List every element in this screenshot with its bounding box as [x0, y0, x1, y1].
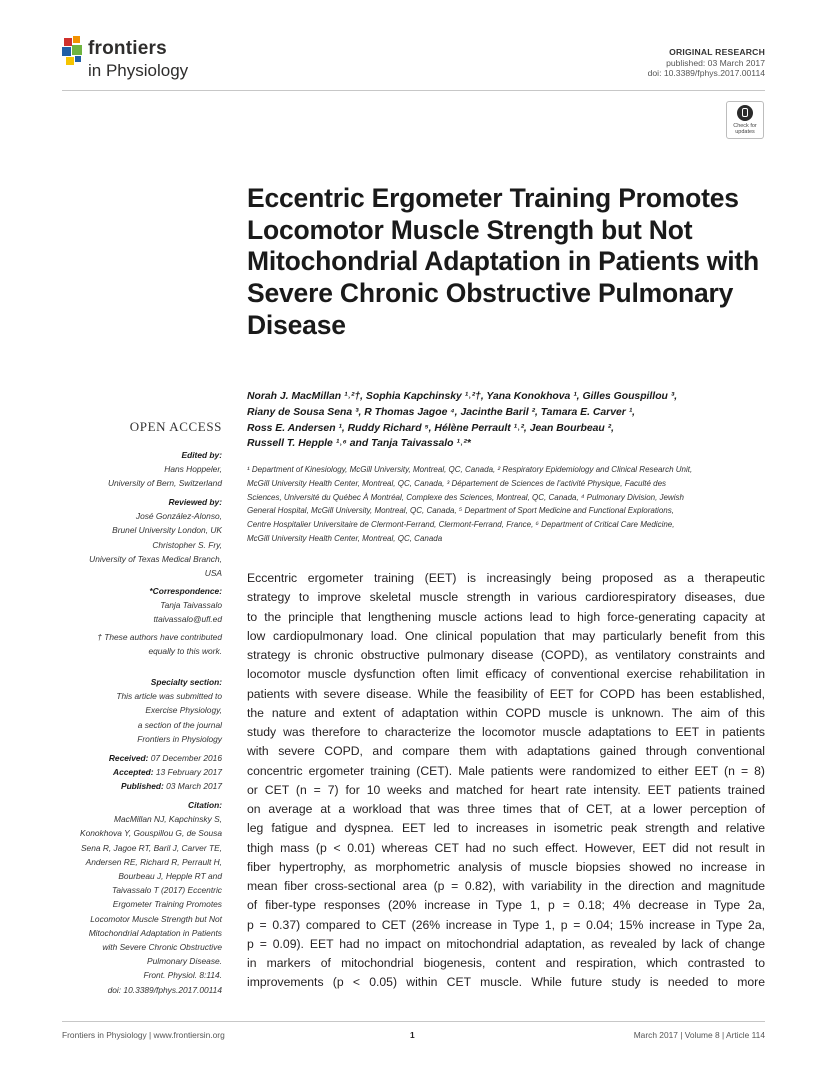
header-divider: [62, 90, 765, 91]
abstract-line: with severe COPD, and compare them with adaptations gained through conventional: [247, 744, 765, 759]
reviewer-line: Brunel University London, UK: [112, 525, 222, 536]
article-meta: [648, 47, 765, 79]
correspondence-name: Tanja Taivassalo: [160, 600, 222, 611]
specialty-line: Exercise Physiology,: [145, 705, 222, 716]
reviewer-line: USA: [204, 568, 222, 579]
editor-affiliation: University of Bern, Switzerland: [107, 478, 222, 489]
affiliation-line: ¹ Department of Kinesiology, McGill University, Montreal, QC, Canada, ² Respiratory Epidemiology and Clinical Research Unit,: [247, 465, 693, 474]
sidebar-dates: [62, 751, 222, 794]
page-number: 1: [410, 1030, 415, 1040]
logo-text-journal: in Physiology: [88, 61, 189, 80]
specialty-line: This article was submitted to: [116, 691, 222, 702]
affiliation-line: General Hospital, McGill University, Montreal, QC, Canada, ⁵ Department of Sport Medicine and Functional Explorations,: [247, 506, 674, 516]
sidebar-edited-by: [62, 448, 222, 491]
doi-link[interactable]: doi: 10.3389/fphys.2017.00114: [647, 68, 765, 79]
reviewer-line: Christopher S. Fry,: [152, 539, 222, 550]
abstract-line: strategy to improve skeletal muscle strength in various cardiorespiratory diseases, due: [247, 590, 765, 605]
affiliation-line: Sciences, Université du Québec À Montréal, Complexe des Sciences, Montreal, QC, Canada, ⁴ Pulmonary Division, Jewish: [247, 492, 684, 502]
reviewer-line: University of Texas Medical Branch,: [89, 553, 222, 564]
specialty-heading: Specialty section:: [150, 677, 222, 687]
accepted-label: Accepted:: [113, 767, 154, 778]
reviewed-by-heading: Reviewed by:: [168, 497, 222, 507]
author-line[interactable]: Russell T. Hepple ¹˒⁶ and Tanja Taivassalo ¹˒²*: [247, 438, 471, 450]
abstract-line: mean fiber cross-sectional area (p = 0.82), with variability in the direction and magnitude: [247, 879, 765, 893]
author-list: [247, 389, 767, 452]
check-for-updates-button[interactable]: [726, 101, 764, 139]
open-access-label: OPEN ACCESS: [129, 419, 222, 434]
sidebar-equal-contribution: [62, 630, 222, 658]
citation-line: Konokhova Y, Gouspillou G, de Sousa: [79, 828, 222, 839]
affiliation-line: McGill University Health Center, Montreal, QC, Canada: [247, 533, 443, 543]
citation-line: Locomotor Muscle Strength but Not: [90, 913, 222, 924]
abstract-line: or CET (n = 7) for 10 weeks and matched for heart rate intensity. EET patients trained: [247, 782, 765, 797]
published-row: [62, 779, 222, 793]
received-label: Received:: [108, 753, 149, 763]
published-label: Published:: [120, 781, 164, 792]
footnote-line: † These authors have contributed: [97, 632, 222, 642]
citation-line: with Severe Chronic Obstructive: [102, 942, 222, 953]
logo-text-frontiers: frontiers: [88, 38, 167, 59]
abstract-line: locomotor muscle dysfunction often limit efficacy of conventional exercise rehabilitation in: [247, 667, 765, 682]
received-date: 07 December 2016: [150, 753, 222, 763]
check-updates-label: Check for updates: [733, 123, 757, 135]
abstract-line: concentric ergometer training (CET). Male patients were randomized to either EET (n = 8): [247, 763, 765, 778]
affiliation-line: McGill University Health Center, Montreal, QC, Canada, ³ Département de Sciences de l'activité Physique, Faculté des: [247, 478, 667, 488]
abstract-line: thigh mass (p < 0.01) whereas CET had no such effect. However, EET did not result in: [247, 840, 765, 855]
sidebar-specialty: [62, 675, 222, 746]
footer-divider: [62, 1021, 765, 1022]
published-date-side: 03 March 2017: [166, 781, 222, 792]
published-date: published: 03 March 2017: [666, 57, 765, 68]
footer-journal-link[interactable]: Frontiers in Physiology | www.frontiersin.org: [62, 1030, 225, 1040]
reviewer-line: José González-Alonso,: [135, 511, 222, 522]
abstract-line: of fiber-type responses (20% increase in Type 1, p = 0.18; 4% decrease in Type 2a,: [247, 898, 765, 913]
frontiers-logo-icon: [62, 36, 86, 66]
citation-line: Taivassalo T (2017) Eccentric: [111, 885, 222, 896]
correspondence-email[interactable]: ttaivassalo@ufl.ed: [153, 614, 222, 625]
citation-line: Front. Physiol. 8:114.: [143, 970, 222, 981]
citation-line: Sena R, Jagoe RT, Baril J, Carver TE,: [80, 842, 222, 853]
abstract-line: in markers of mitochondrial biogenesis, content and respiration, which contrasted to: [247, 956, 765, 970]
editor-name: Hans Hoppeler,: [164, 464, 222, 475]
article-title: Eccentric Ergometer Training Promotes Locomotor Muscle Strength but Not Mitochondrial Adaptation in Patients with Severe Chronic Obstructive Pulmonary Disease: [247, 183, 759, 340]
affiliations: [247, 463, 767, 546]
received-row: [62, 751, 222, 765]
abstract: [247, 569, 765, 993]
correspondence-heading: *Correspondence:: [149, 586, 222, 596]
citation-line: MacMillan NJ, Kapchinsky S,: [114, 814, 222, 825]
citation-line[interactable]: doi: 10.3389/fphys.2017.00114: [107, 984, 222, 995]
citation-line: Pulmonary Disease.: [147, 956, 222, 967]
abstract-line: p = 0.09). EET had no impact on mitochondrial adaptation, as revealed by lack of change: [247, 936, 765, 951]
author-line[interactable]: Norah J. MacMillan ¹˒²†, Sophia Kapchinsky ¹˒²†, Yana Konokhova ¹, Gilles Gouspillou ³,: [247, 391, 678, 402]
abstract-line: Eccentric ergometer training (EET) is increasingly being proposed as a therapeutic: [247, 571, 765, 585]
abstract-line: to the principle that lengthening muscle actions lead to high force-generating capacity at: [247, 609, 765, 624]
sidebar-citation: [62, 798, 222, 997]
abstract-line: p = 0.37) compared to CET (26% increase in Type 1, p = 0.04; 15% increase in Type 2a,: [247, 917, 765, 932]
abstract-line: on average at a workload that was three times that of CET, at a lower perception of: [247, 802, 765, 816]
edited-by-heading: Edited by:: [181, 450, 222, 460]
journal-logo[interactable]: [62, 36, 212, 86]
article-type: ORIGINAL RESEARCH: [669, 47, 765, 57]
bookmark-icon: [737, 105, 753, 121]
citation-line: Ergometer Training Promotes: [112, 899, 222, 910]
sidebar-correspondence: [62, 584, 222, 627]
abstract-line: leg fatigue and dyspnea. EET led to increases in isometric peak strength and relative: [247, 821, 765, 836]
abstract-line: fiber hypertrophy, as morphometric analysis of muscle biopsies showed no increase in: [247, 859, 765, 874]
citation-line: Andersen RE, Richard R, Perrault H,: [85, 856, 222, 867]
author-line[interactable]: Ross E. Andersen ¹, Ruddy Richard ⁵, Hélène Perrault ¹˒², Jean Bourbeau ²,: [247, 422, 615, 434]
citation-line: Mitochondrial Adaptation in Patients: [88, 927, 222, 938]
abstract-line: low cardiopulmonary load. One clinical population that may particularly benefit from this: [247, 628, 765, 643]
specialty-line: a section of the journal: [137, 719, 222, 730]
footnote-line: equally to this work.: [148, 646, 222, 657]
abstract-line: the nature and extent of adaptation within COPD muscle is unknown. The aim of this: [247, 705, 765, 720]
sidebar-reviewed-by: [62, 495, 222, 580]
accepted-row: [62, 765, 222, 779]
footer-issue-info: March 2017 | Volume 8 | Article 114: [633, 1030, 765, 1040]
specialty-line: Frontiers in Physiology: [137, 733, 222, 744]
abstract-line: study was therefore to characterize the locomotor muscle adaptations to EET in patients: [247, 725, 765, 739]
abstract-line: strategy is chronic obstructive pulmonary disease (COPD), as ventilatory constraints and: [247, 648, 765, 662]
citation-line: Bourbeau J, Hepple RT and: [118, 871, 222, 882]
affiliation-line: Centre Hospitalier Universitaire de Clermont-Ferrand, Clermont-Ferrand, France, ⁶ Department of Critical Care Medicine,: [247, 520, 675, 530]
abstract-line: improvements (p < 0.05) within CET muscle. While future study is needed to more: [247, 975, 765, 990]
abstract-line: patients with severe disease. While the feasibility of EET for COPD has been established,: [247, 686, 765, 701]
accepted-date: 13 February 2017: [155, 767, 222, 778]
author-line[interactable]: Riany de Sousa Sena ³, R Thomas Jagoe ⁴, Jacinthe Baril ², Tamara E. Carver ¹,: [247, 406, 636, 418]
citation-heading: Citation:: [188, 800, 222, 810]
